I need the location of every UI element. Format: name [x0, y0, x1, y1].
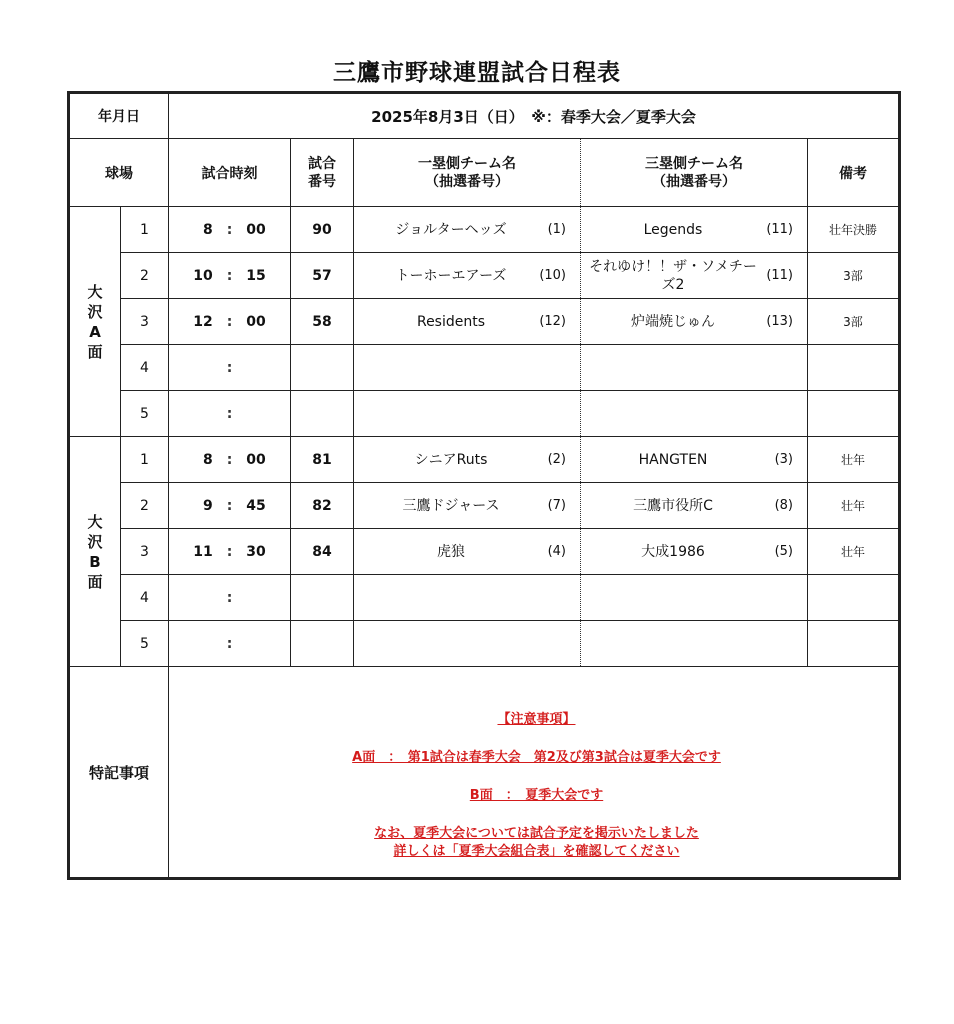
special-notes-label: 特記事項 [69, 667, 169, 879]
game-time-hour [193, 406, 213, 422]
game-time-sep: : [226, 635, 233, 652]
game-slot-number: 3 [121, 299, 169, 345]
game-row [69, 437, 900, 483]
header-away-line2: （抽選番号） [652, 173, 736, 190]
game-time-minute: 15 [246, 267, 266, 284]
home-team-cell [354, 437, 581, 483]
date-value: 2025年8月3日（日） ※：春季大会／夏季大会 [169, 93, 900, 139]
game-number [291, 621, 354, 667]
home-team-lot: (12) [539, 314, 566, 329]
away-team-cell [581, 621, 808, 667]
home-team-cell [354, 575, 581, 621]
home-team-lot: (2) [547, 452, 566, 467]
header-game-no [291, 139, 354, 207]
date-row [69, 93, 900, 139]
header-notes: 備考 [808, 139, 900, 207]
away-team-cell [581, 391, 808, 437]
away-team-lot: (11) [766, 222, 793, 237]
notes-line-c: なお、夏季大会については試合予定を掲示いたしました [374, 826, 699, 841]
game-row [69, 345, 900, 391]
home-team-lot: (10) [539, 268, 566, 283]
away-team-name: 三鷹市役所C [633, 497, 713, 514]
game-number: 81 [291, 437, 354, 483]
home-team-cell [354, 345, 581, 391]
game-number: 82 [291, 483, 354, 529]
notes-line-a: A面 ： 第1試合は春季大会 第2及び第3試合は夏季大会です [352, 750, 721, 765]
game-time-hour [193, 360, 213, 376]
header-time: 試合時刻 [169, 139, 291, 207]
game-time-sep: : [226, 221, 233, 238]
away-team-cell [581, 299, 808, 345]
home-team-name: 三鷹ドジャース [402, 497, 500, 514]
header-game-no-line2: 番号 [308, 173, 336, 190]
game-time-sep: : [226, 313, 233, 330]
game-row [69, 529, 900, 575]
home-team-cell [354, 299, 581, 345]
date-label: 年月日 [69, 93, 169, 139]
notes-line-b: B面 ： 夏季大会です [469, 788, 604, 803]
game-time-hour [193, 590, 213, 606]
game-time-sep: : [226, 267, 233, 284]
game-slot-number: 5 [121, 621, 169, 667]
game-note: 壮年決勝 [808, 207, 900, 253]
field-name-char: 大 [87, 282, 103, 301]
header-field: 球場 [69, 139, 169, 207]
home-team-cell [354, 529, 581, 575]
home-team-name: シニアRuts [414, 451, 488, 468]
game-time-minute [246, 406, 266, 422]
home-team-name: トーホーエアーズ [395, 267, 507, 284]
away-team-cell [581, 575, 808, 621]
game-time-minute [246, 636, 266, 652]
game-time-minute: 45 [246, 497, 266, 514]
game-slot-number: 3 [121, 529, 169, 575]
game-note [808, 345, 900, 391]
game-time-hour [193, 636, 213, 652]
away-team-name: 炉端焼じゅん [631, 313, 715, 330]
game-row [69, 207, 900, 253]
home-team-name: 虎狼 [437, 543, 465, 560]
header-home-line2: （抽選番号） [425, 173, 509, 190]
home-team-name: ジョルターヘッズ [395, 221, 507, 238]
game-time [169, 253, 291, 299]
game-row [69, 483, 900, 529]
home-team-cell [354, 391, 581, 437]
game-time [169, 299, 291, 345]
game-time-minute [246, 590, 266, 606]
game-row [69, 253, 900, 299]
game-number [291, 391, 354, 437]
home-team-cell [354, 621, 581, 667]
game-time [169, 437, 291, 483]
away-team-lot: (5) [774, 544, 793, 559]
game-time [169, 575, 291, 621]
notes-heading: 【注意事項】 [497, 712, 576, 727]
header-home-line1: 一塁側チーム名 [418, 155, 516, 172]
game-row [69, 391, 900, 437]
game-time-minute: 00 [246, 221, 266, 238]
game-time [169, 345, 291, 391]
game-time-hour: 9 [202, 497, 213, 514]
away-team-name: HANGTEN [638, 451, 708, 468]
field-name [69, 207, 121, 437]
game-time [169, 207, 291, 253]
away-team-lot: (11) [766, 268, 793, 283]
special-notes-row [69, 667, 900, 879]
away-team-lot: (8) [774, 498, 793, 513]
game-time-sep: : [226, 405, 233, 422]
field-name [69, 437, 121, 667]
away-team-cell [581, 437, 808, 483]
home-team-cell [354, 207, 581, 253]
game-time-minute [246, 360, 266, 376]
home-team-lot: (1) [547, 222, 566, 237]
field-name-char: 大 [87, 512, 103, 531]
special-notes-body [169, 667, 900, 879]
field-name-char: A [89, 322, 101, 341]
game-note [808, 575, 900, 621]
page-title: 三鷹市野球連盟試合日程表 [333, 60, 621, 86]
game-number [291, 345, 354, 391]
header-game-no-line1: 試合 [308, 155, 336, 172]
game-time [169, 621, 291, 667]
game-time-hour: 8 [202, 451, 213, 468]
field-name-char: 面 [87, 572, 103, 591]
game-time-hour: 12 [193, 313, 213, 330]
schedule-table [67, 91, 901, 880]
game-time-sep: : [226, 589, 233, 606]
game-note: 壮年 [808, 529, 900, 575]
game-note: 壮年 [808, 437, 900, 483]
game-time [169, 483, 291, 529]
away-team-cell [581, 345, 808, 391]
away-team-lot: (3) [774, 452, 793, 467]
away-team-lot: (13) [766, 314, 793, 329]
game-note: 3部 [808, 253, 900, 299]
game-slot-number: 2 [121, 253, 169, 299]
game-note: 3部 [808, 299, 900, 345]
field-name-char: 沢 [87, 302, 103, 321]
game-note [808, 391, 900, 437]
game-number: 90 [291, 207, 354, 253]
game-time-minute: 00 [246, 451, 266, 468]
game-row [69, 621, 900, 667]
away-team-name: 大成1986 [641, 543, 705, 560]
field-name-char: B [89, 552, 101, 571]
away-team-cell [581, 529, 808, 575]
home-team-lot: (4) [547, 544, 566, 559]
field-name-char: 沢 [87, 532, 103, 551]
field-name-char: 面 [87, 342, 103, 361]
game-slot-number: 4 [121, 345, 169, 391]
game-note [808, 621, 900, 667]
game-time [169, 529, 291, 575]
home-team-name: Residents [416, 313, 486, 330]
away-team-cell [581, 253, 808, 299]
header-home-team [354, 139, 581, 207]
game-time-sep: : [226, 451, 233, 468]
game-row [69, 575, 900, 621]
away-team-name: それゆけ！！ザ・ソメチーズ2 [589, 258, 757, 293]
game-slot-number: 2 [121, 483, 169, 529]
game-number [291, 575, 354, 621]
game-time-sep: : [226, 543, 233, 560]
game-time-minute: 30 [246, 543, 266, 560]
game-row [69, 299, 900, 345]
header-away-team [581, 139, 808, 207]
game-slot-number: 1 [121, 207, 169, 253]
game-time-minute: 00 [246, 313, 266, 330]
game-number: 57 [291, 253, 354, 299]
game-slot-number: 5 [121, 391, 169, 437]
game-time-sep: : [226, 359, 233, 376]
home-team-cell [354, 253, 581, 299]
home-team-lot: (7) [547, 498, 566, 513]
game-slot-number: 1 [121, 437, 169, 483]
away-team-name: Legends [643, 221, 703, 238]
header-away-line1: 三塁側チーム名 [645, 155, 743, 172]
away-team-cell [581, 483, 808, 529]
game-slot-number: 4 [121, 575, 169, 621]
game-time [169, 391, 291, 437]
home-team-cell [354, 483, 581, 529]
game-time-sep: : [226, 497, 233, 514]
game-number: 84 [291, 529, 354, 575]
game-time-hour: 8 [202, 221, 213, 238]
game-number: 58 [291, 299, 354, 345]
header-row [69, 139, 900, 207]
game-time-hour: 10 [193, 267, 213, 284]
game-note: 壮年 [808, 483, 900, 529]
game-time-hour: 11 [193, 543, 213, 560]
away-team-cell [581, 207, 808, 253]
notes-line-d: 詳しくは「夏季大会組合表」を確認してください [393, 844, 680, 859]
